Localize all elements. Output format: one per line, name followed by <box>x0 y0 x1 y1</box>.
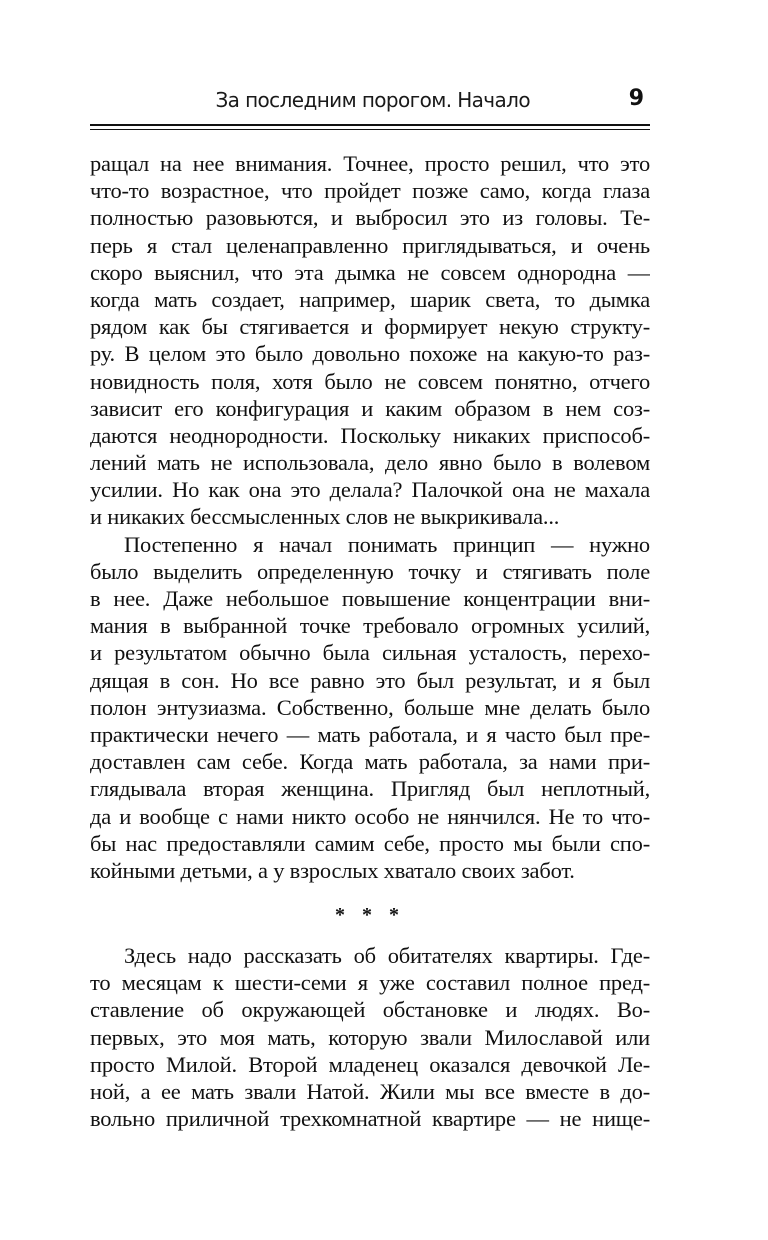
text-line: бы нас предоставляли самим себе, просто мы были спо- <box>90 830 650 856</box>
text-line: новидность поля, хотя было не совсем понятно, отчего <box>90 368 650 394</box>
text-line: мания в выбранной точке требовало огромных усилий, <box>90 613 650 639</box>
text-line: Постепенно я начал понимать принцип — нужно <box>124 531 650 557</box>
text-line: просто Милой. Второй младенец оказался девочкой Ле- <box>90 1051 650 1077</box>
text-line: было выделить определенную точку и стягивать поле <box>90 558 650 584</box>
text-line: практически нечего — мать работала, и я часто был пре- <box>90 721 650 747</box>
text-line: в нее. Даже небольшое повышение концентрации вни- <box>90 586 650 611</box>
text-line: Здесь надо рассказать об обитателях квартиры. Где- <box>124 943 650 969</box>
text-line: дящая в сон. Но все равно это был результат, и я был <box>90 667 650 693</box>
text-line: первых, это моя мать, которую звали Милославой или <box>90 1024 650 1050</box>
text-line: усилии. Но как она это делала? Палочкой она не махала <box>90 477 650 503</box>
header-rule-thin <box>90 129 650 130</box>
text-line: ращал на нее внимания. Точнее, просто решил, что это <box>90 151 650 176</box>
text-line: да и вообще с нами никто особо не нянчился. Не то что- <box>90 803 650 829</box>
page-number: 9 <box>628 86 644 111</box>
text-line: рядом как бы стягивается и формирует некую структу- <box>90 314 650 340</box>
text-line: перь я стал целенаправленно приглядываться, и очень <box>90 232 650 258</box>
text-line: ной, а ее мать звали Натой. Жили мы все вместе в до- <box>90 1079 650 1104</box>
paragraph <box>90 150 650 531</box>
text-line: зависит его конфигурация и каким образом в нем соз- <box>90 395 650 421</box>
text-line: то месяцам к шести-семи я уже составил полное пред- <box>90 970 650 996</box>
paragraph <box>90 531 650 884</box>
text-line: койными детьми, а у взрослых хватало своих забот. <box>90 857 575 883</box>
text-line: даются неоднородности. Поскольку никаких приспособ- <box>90 422 650 448</box>
text-line: ру. В целом это было довольно похоже на какую-то раз- <box>90 341 650 367</box>
text-line: лений мать не использовала, дело явно было в волевом <box>90 450 650 476</box>
body-text <box>90 150 650 1132</box>
text-line: глядывала вторая женщина. Пригляд был неплотный, <box>90 776 650 802</box>
text-line: доставлен сам себе. Когда мать работала, за нами при- <box>90 749 650 775</box>
running-title: За последним порогом. Начало <box>215 88 530 112</box>
text-line: когда мать создает, например, шарик света, то дымка <box>90 286 650 312</box>
text-line: что-то возрастное, что пройдет позже само, когда глаза <box>90 178 650 204</box>
header-rule <box>90 124 650 126</box>
text-line: и никаких бессмысленных слов не выкрикивала... <box>90 504 560 530</box>
text-line: вольно приличной трехкомнатной квартире — не нище- <box>90 1106 650 1132</box>
text-line: и результатом обычно была сильная усталость, перехо- <box>90 640 650 666</box>
running-head <box>90 86 650 116</box>
paragraph <box>90 942 650 1132</box>
section-separator: * * * <box>335 904 405 927</box>
text-line: полностью разовьются, и выбросил это из головы. Те- <box>90 205 650 231</box>
text-line: ставление об окружающей обстановке и людях. Во- <box>90 997 650 1023</box>
text-line: скоро выяснил, что эта дымка не совсем однородна — <box>90 259 650 285</box>
text-line: полон энтузиазма. Собственно, больше мне делать было <box>90 694 650 720</box>
